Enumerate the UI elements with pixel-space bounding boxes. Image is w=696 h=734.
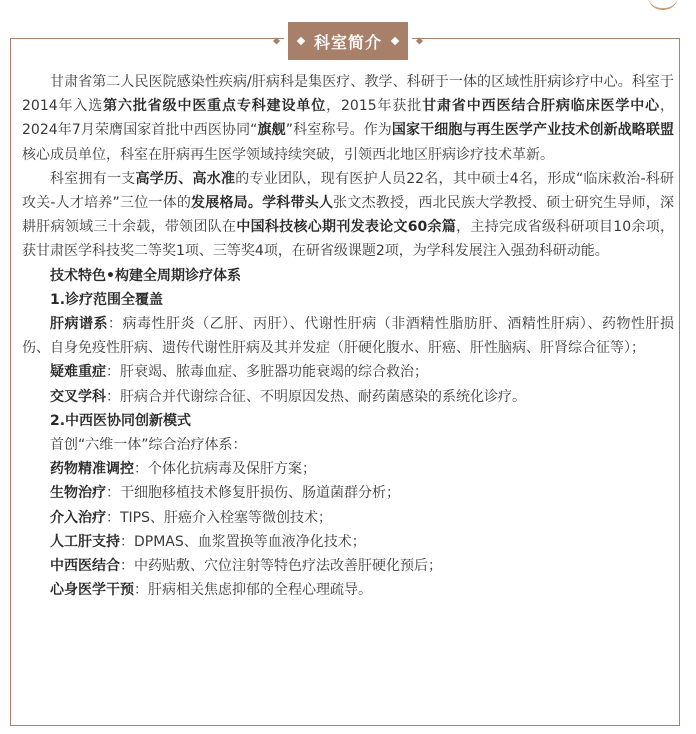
item-text: ：肝衰竭、脓毒血症、多脏器功能衰竭的综合救治； xyxy=(106,364,428,381)
item-text: ：干细胞移植技术修复肝损伤、肠道菌群分析； xyxy=(106,485,400,502)
therapy-item xyxy=(22,578,674,602)
subheading-1: 1.诊疗范围全覆盖 xyxy=(50,291,164,308)
item-text: ：病毒性肝炎（乙肝、丙肝）、代谢性肝病（非酒精性脂肪肝、酒精性肝病）、药物性肝损伤、自身免疫性肝病、遗传代谢性肝病及其并发症（肝硬化腹水、肝癌、肝性脑病、肝肾综合征等）； xyxy=(22,316,674,357)
body-text: ”科室称号。作为 xyxy=(285,122,392,139)
page-title: 科室简介 xyxy=(313,33,382,52)
item-text: ：肝病合并代谢综合征、不明原因发热、耐药菌感染的系统化诊疗。 xyxy=(106,388,526,405)
therapy-intro: 首创“六维一体”综合治疗体系： xyxy=(50,437,247,454)
corner-ornament xyxy=(648,0,678,10)
diamond-icon xyxy=(391,37,399,45)
emphasis-text: 发展格局。学科带头人 xyxy=(191,195,334,212)
item-label: 交叉学科 xyxy=(50,388,106,405)
item-label: 人工肝支持 xyxy=(50,533,120,550)
body-text: 科室拥有一支 xyxy=(50,170,136,187)
body-text: 的专业团队，现有医护人员22名，其中硕士4名，形成“临床救治-科研攻关-人才培养”三位一体的 xyxy=(22,170,675,212)
item-text: ：中药贴敷、穴位注射等特色疗法改善肝硬化预后； xyxy=(120,558,442,575)
item-label: 肝病谱系 xyxy=(50,316,109,333)
intro-content xyxy=(22,70,674,602)
body-text: 核心成员单位，科室在肝病再生医学领域持续突破，引领西北地区肝病诊疗技术革新。 xyxy=(22,146,554,163)
item-label: 疑难重症 xyxy=(50,364,106,381)
item-text: ：个体化抗病毒及保肝方案； xyxy=(134,461,316,478)
emphasis-text: 旗舰 xyxy=(257,122,286,139)
emphasis-text: 甘肃省中西医结合肝病临床医学中心 xyxy=(422,98,660,115)
item-label: 心身医学干预 xyxy=(50,582,134,599)
emphasis-text: 第六批省级中医重点专科建设单位 xyxy=(103,98,327,115)
therapy-item xyxy=(22,481,674,505)
item-label: 中西医结合 xyxy=(50,558,120,575)
item-label: 介入治疗 xyxy=(50,509,106,526)
item-text: ：DPMAS、血浆置换等血液净化技术； xyxy=(120,533,366,550)
therapy-item xyxy=(22,530,674,554)
intro-paragraph-2 xyxy=(22,167,674,264)
section-heading: 技术特色•构建全周期诊疗体系 xyxy=(50,267,241,284)
body-text: 张文杰教授，西北民族大学教授、硕士研究生导师，深耕肝病领域三十余载，带领团队在 xyxy=(22,195,674,236)
body-text: ，2015年获批 xyxy=(326,98,423,115)
item-text: ：TIPS、肝癌介入栓塞等微创技术； xyxy=(106,509,333,526)
scope-list xyxy=(22,312,674,409)
section-title-badge xyxy=(288,22,408,60)
scope-item xyxy=(22,360,674,384)
item-text: ：肝病相关焦虑抑郁的全程心理疏导。 xyxy=(134,582,372,599)
therapy-list xyxy=(22,457,674,602)
therapy-item xyxy=(22,506,674,530)
therapy-item xyxy=(22,554,674,578)
body-text: ，2024年7月荣膺国家首批中西医协同“ xyxy=(22,98,674,139)
item-label: 生物治疗 xyxy=(50,485,106,502)
emphasis-text: 中国科技核心期刊发表论文60余篇 xyxy=(236,219,457,236)
title-bar xyxy=(0,22,696,60)
diamond-icon xyxy=(273,37,280,44)
diamond-icon xyxy=(297,37,305,45)
scope-item xyxy=(22,385,674,409)
scope-item xyxy=(22,312,674,360)
item-label: 药物精准调控 xyxy=(50,461,134,478)
emphasis-text: 国家干细胞与再生医学产业技术创新战略联盟 xyxy=(391,122,675,139)
body-text: ，主持完成省级科研项目10余项，获甘肃医学科技奖二等奖1项、三等奖4项，在研省级课题2项，为学科发展注入强劲科研动能。 xyxy=(22,219,674,260)
intro-paragraph-1 xyxy=(22,70,674,167)
therapy-item xyxy=(22,457,674,481)
diamond-icon xyxy=(416,37,423,44)
body-text: 甘肃省第二人民医院感染性疾病/肝病科是集医疗、教学、科研于一体的区域性肝病诊疗中心。科室于2014年入选 xyxy=(22,74,674,115)
subheading-2: 2.中西医协同创新模式 xyxy=(50,412,192,429)
emphasis-text: 高学历、高水准 xyxy=(135,170,236,187)
